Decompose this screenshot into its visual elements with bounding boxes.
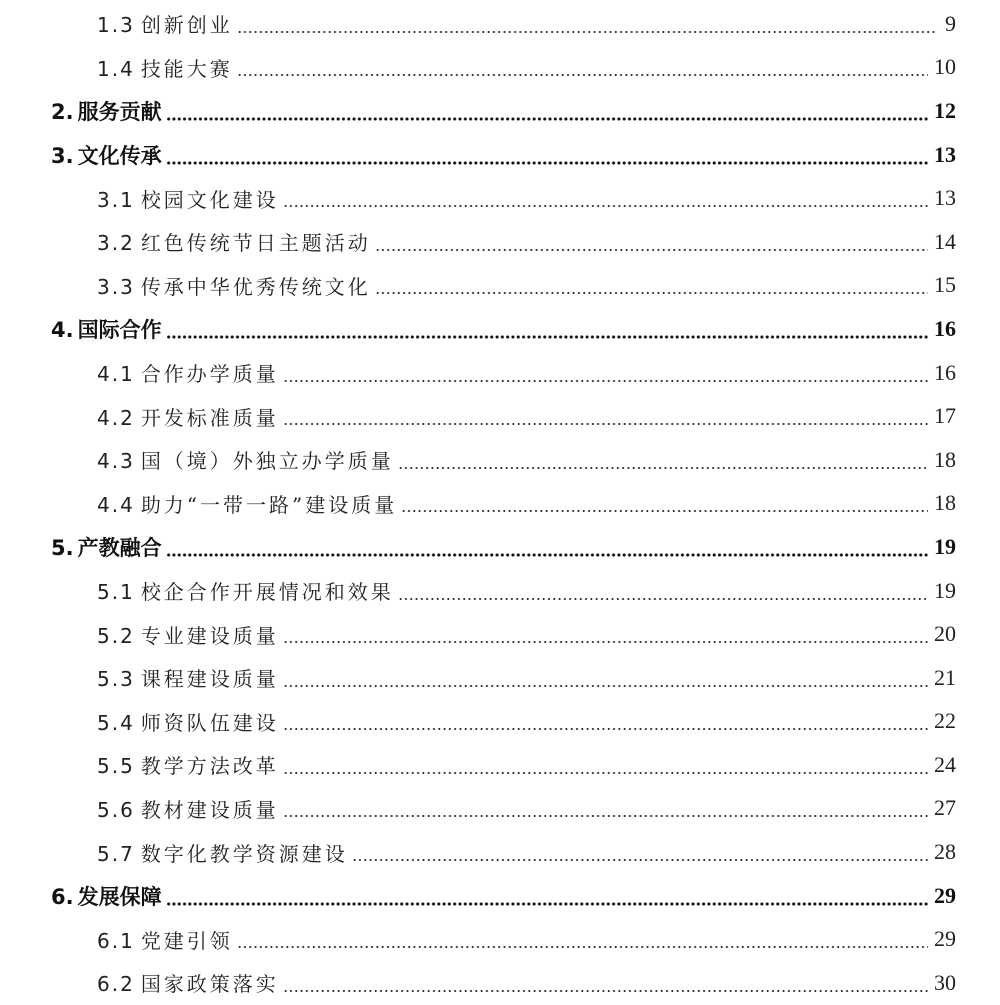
toc-entry-5-7[interactable]: [0, 830, 1000, 874]
toc-entry-title: 教材建设质量: [140, 797, 279, 822]
dot-leader: [283, 810, 928, 818]
dot-leader: [166, 331, 928, 339]
toc-entry-title: 红色传统节日主题活动: [140, 231, 371, 256]
dot-leader: [401, 505, 928, 513]
toc-entry-page: 29: [934, 882, 956, 908]
toc-entry-5-3[interactable]: [0, 656, 1000, 700]
dot-leader: [283, 723, 928, 731]
toc-entry-label: [51, 96, 162, 126]
toc-entry-title: 文化传承: [77, 143, 162, 168]
toc-entry-page: 9: [945, 10, 956, 36]
dot-leader: [283, 985, 928, 993]
toc-entry-number: 5.4: [97, 710, 135, 735]
toc-entry-number: 4.4: [97, 492, 135, 517]
toc-entry-page: 16: [934, 359, 956, 385]
toc-entry-number: 5.5: [97, 754, 135, 779]
toc-entry-page: 22: [934, 708, 956, 734]
toc-entry-title: 助力“一带一路”建设质量: [140, 492, 398, 517]
toc-entry-label: [97, 838, 348, 867]
dot-leader: [352, 854, 928, 862]
toc-entry-title: 国际合作: [77, 317, 162, 342]
toc-entry-label: [97, 925, 233, 954]
toc-entry-label: [51, 881, 162, 911]
dot-leader: [166, 113, 928, 121]
toc-entry-title: 党建引领: [140, 928, 233, 953]
toc-entry-number: 4.3: [97, 449, 135, 474]
toc-entry-label: [97, 750, 279, 779]
toc-entry-5[interactable]: [0, 525, 1000, 569]
toc-entry-6[interactable]: [0, 874, 1000, 918]
toc-entry-number: 2.: [51, 99, 74, 124]
toc-entry-number: 6.1: [97, 928, 135, 953]
toc-entry-3-2[interactable]: [0, 220, 1000, 264]
toc-entry-label: [97, 53, 233, 82]
dot-leader: [237, 69, 928, 77]
toc-entry-label: [97, 794, 279, 823]
toc-entry-page: 20: [934, 621, 956, 647]
toc-entry-number: 5.2: [97, 623, 135, 648]
toc-entry-page: 13: [934, 141, 956, 167]
dot-leader: [237, 26, 938, 34]
toc-entry-number: 4.: [51, 317, 74, 342]
toc-entry-6-1[interactable]: [0, 917, 1000, 961]
toc-entry-page: 18: [934, 446, 956, 472]
toc-entry-label: [97, 620, 279, 649]
toc-entry-label: [97, 184, 279, 213]
toc-entry-page: 29: [934, 926, 956, 952]
toc-entry-title: 技能大赛: [140, 56, 233, 81]
dot-leader: [375, 244, 928, 252]
toc-entry-page: 19: [934, 577, 956, 603]
dot-leader: [166, 549, 928, 557]
toc-entry-1-3[interactable]: [0, 2, 1000, 46]
toc-entry-label: [97, 227, 371, 256]
toc-entry-label: [97, 968, 279, 997]
toc-entry-number: 5.: [51, 535, 74, 560]
toc-entry-page: 12: [934, 97, 956, 123]
toc-entry-4-2[interactable]: [0, 394, 1000, 438]
dot-leader: [398, 593, 928, 601]
toc-entry-4-3[interactable]: [0, 438, 1000, 482]
dot-leader: [166, 157, 928, 165]
dot-leader: [166, 898, 928, 906]
toc-entry-title: 国家政策落实: [140, 972, 279, 997]
toc-entry-5-1[interactable]: [0, 569, 1000, 613]
toc-entry-label: [97, 663, 279, 692]
toc-entry-label: [97, 271, 371, 300]
toc-entry-page: 13: [934, 185, 956, 211]
toc-entry-number: 5.1: [97, 580, 135, 605]
toc-entry-2[interactable]: [0, 89, 1000, 133]
toc-entry-label: [97, 445, 394, 474]
dot-leader: [237, 941, 928, 949]
toc-entry-title: 教学方法改革: [140, 754, 279, 779]
toc-entry-4-4[interactable]: [0, 482, 1000, 526]
toc-entry-label: [51, 314, 162, 344]
toc-entry-number: 5.7: [97, 841, 135, 866]
toc-entry-label: [51, 532, 162, 562]
toc-entry-label: [97, 576, 394, 605]
toc-entry-3-3[interactable]: [0, 264, 1000, 308]
toc-entry-number: 6.2: [97, 972, 135, 997]
toc-entry-number: 3.1: [97, 187, 135, 212]
toc-entry-label: [97, 358, 279, 387]
toc-entry-title: 师资队伍建设: [140, 710, 279, 735]
toc-entry-page: 17: [934, 403, 956, 429]
dot-leader: [283, 418, 928, 426]
toc-entry-3[interactable]: [0, 133, 1000, 177]
toc-entry-number: 4.2: [97, 405, 135, 430]
toc-entry-4-1[interactable]: [0, 351, 1000, 395]
toc-entry-title: 创新创业: [140, 13, 233, 38]
dot-leader: [283, 375, 928, 383]
toc-entry-5-4[interactable]: [0, 700, 1000, 744]
toc-entry-label: [97, 707, 279, 736]
toc-entry-page: 24: [934, 751, 956, 777]
toc-entry-title: 服务贡献: [77, 99, 162, 124]
toc-entry-4[interactable]: [0, 307, 1000, 351]
toc-entry-title: 产教融合: [77, 535, 162, 560]
toc-entry-title: 传承中华优秀传统文化: [140, 274, 371, 299]
toc-entry-page: 18: [934, 490, 956, 516]
toc-entry-1-4[interactable]: [0, 46, 1000, 90]
toc-entry-page: 19: [934, 533, 956, 559]
table-of-contents: [0, 2, 1000, 1005]
toc-entry-3-1[interactable]: [0, 176, 1000, 220]
toc-entry-label: [97, 489, 397, 518]
toc-entry-page: 21: [934, 664, 956, 690]
toc-entry-number: 3.3: [97, 274, 135, 299]
toc-entry-5-6[interactable]: [0, 787, 1000, 831]
dot-leader: [283, 680, 928, 688]
toc-entry-title: 校园文化建设: [140, 187, 279, 212]
toc-entry-number: 5.6: [97, 797, 135, 822]
toc-entry-number: 4.1: [97, 362, 135, 387]
toc-entry-title: 数字化教学资源建设: [140, 841, 348, 866]
toc-entry-number: 1.3: [97, 13, 135, 38]
toc-entry-number: 5.3: [97, 667, 135, 692]
dot-leader: [375, 287, 928, 295]
toc-entry-label: [51, 140, 162, 170]
toc-entry-5-2[interactable]: [0, 612, 1000, 656]
toc-entry-page: 15: [934, 272, 956, 298]
dot-leader: [398, 462, 928, 470]
toc-entry-page: 16: [934, 315, 956, 341]
toc-entry-page: 10: [934, 54, 956, 80]
toc-entry-page: 30: [934, 969, 956, 995]
toc-entry-page: 28: [934, 839, 956, 865]
toc-entry-title: 校企合作开展情况和效果: [140, 580, 394, 605]
toc-entry-label: [97, 402, 279, 431]
toc-entry-title: 合作办学质量: [140, 362, 279, 387]
toc-entry-page: 27: [934, 795, 956, 821]
toc-entry-number: 1.4: [97, 56, 135, 81]
dot-leader: [283, 200, 928, 208]
toc-entry-title: 国（境）外独立办学质量: [140, 449, 394, 474]
toc-entry-title: 开发标准质量: [140, 405, 279, 430]
toc-entry-title: 专业建设质量: [140, 623, 279, 648]
toc-entry-number: 6.: [51, 884, 74, 909]
toc-entry-5-5[interactable]: [0, 743, 1000, 787]
toc-entry-title: 课程建设质量: [140, 667, 279, 692]
toc-entry-number: 3.: [51, 143, 74, 168]
dot-leader: [283, 767, 928, 775]
toc-entry-label: [97, 9, 233, 38]
toc-entry-page: 14: [934, 228, 956, 254]
dot-leader: [283, 636, 928, 644]
toc-entry-title: 发展保障: [77, 884, 162, 909]
toc-entry-6-2[interactable]: [0, 961, 1000, 1005]
toc-entry-number: 3.2: [97, 231, 135, 256]
